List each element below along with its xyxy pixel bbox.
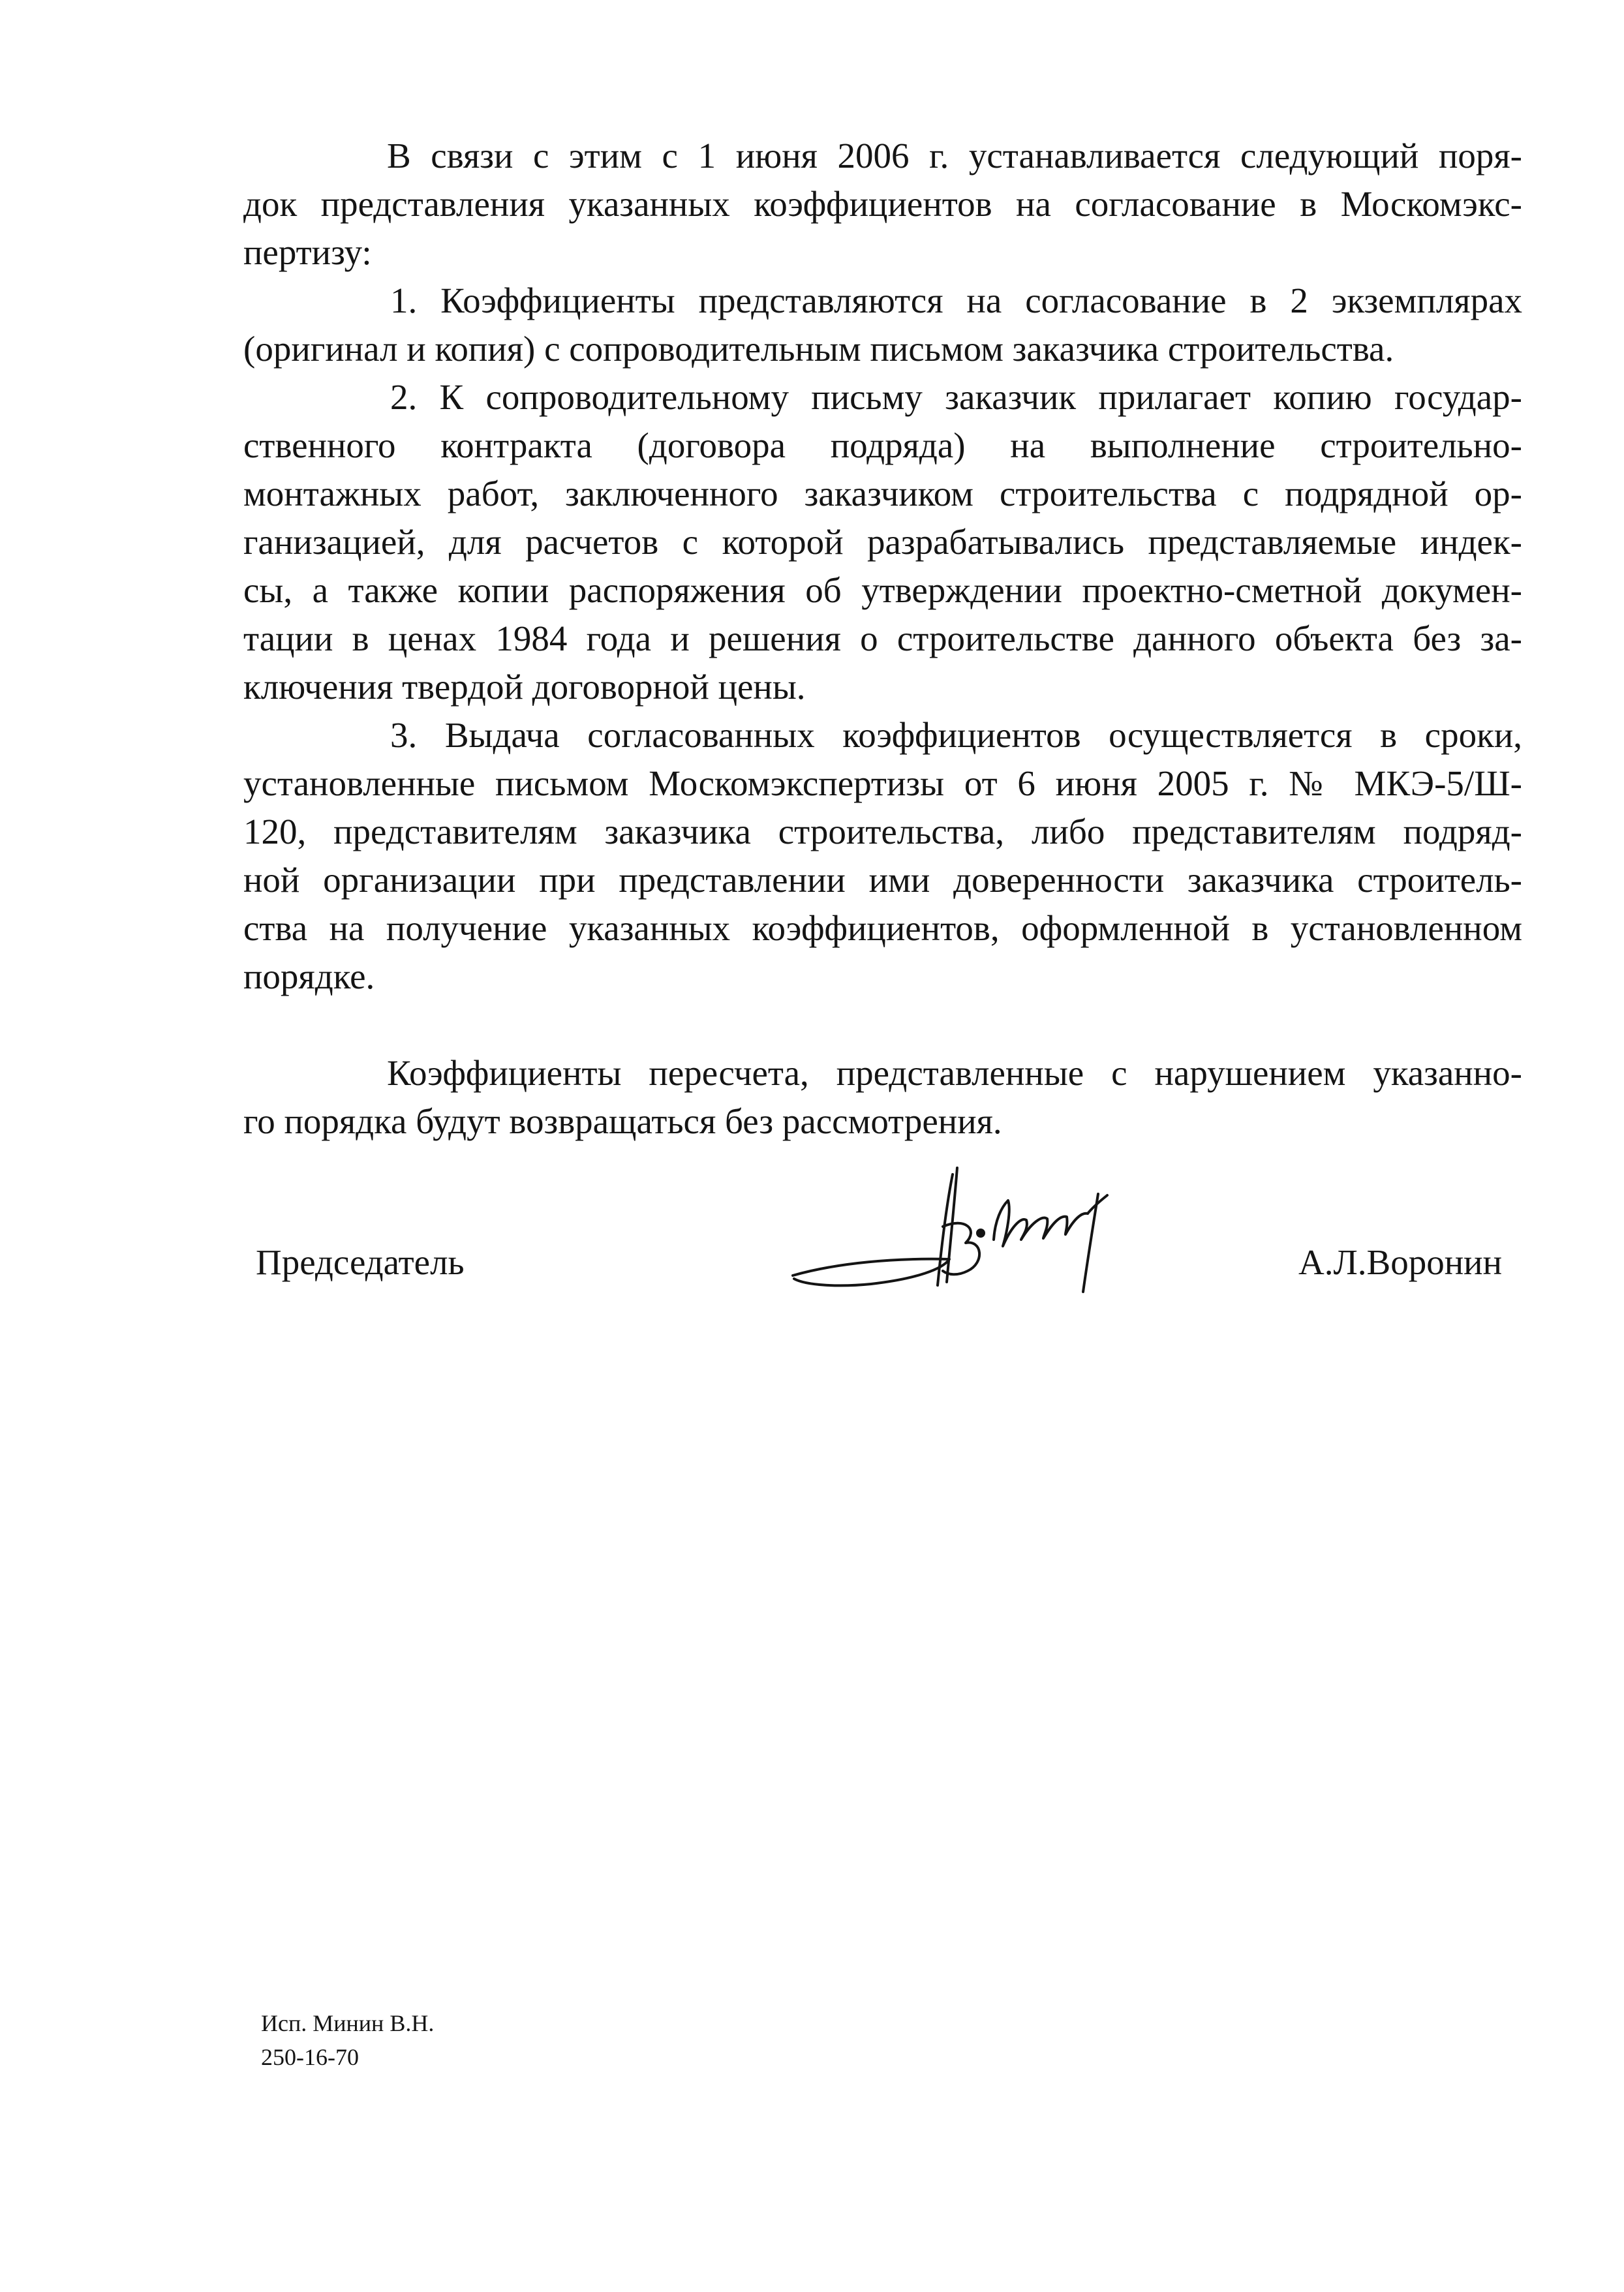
intro-line-2: док представления указанных коэффициентов на согласование в Москомэкс-	[243, 184, 1522, 224]
item3-line-3: 120, представителям заказчика строительства, либо представителям подряд-	[243, 812, 1522, 851]
item3-line-6: порядке.	[243, 956, 375, 996]
closing-line-2: го порядка будут возвращаться без рассмотрения.	[243, 1101, 1002, 1141]
signatory-title: Председатель	[256, 1242, 465, 1282]
item3-line-2: установленные письмом Москомэкспертизы от 6 июня 2005 г. № МКЭ-5/Ш-	[243, 763, 1522, 803]
item2-line-6: тации в ценах 1984 года и решения о строительстве данного объекта без за-	[243, 619, 1522, 658]
item2-line-5: сы, а также копии распоряжения об утверждении проектно-сметной докумен-	[243, 570, 1522, 610]
item2-line-3: монтажных работ, заключенного заказчиком строительства с подрядной ор-	[243, 474, 1522, 513]
item3-line-1: 3. Выдача согласованных коэффициентов осуществляется в сроки,	[390, 715, 1522, 755]
item1-line-1: 1. Коэффициенты представляются на согласование в 2 экземплярах	[390, 281, 1522, 320]
item2-line-7: ключения твердой договорной цены.	[243, 667, 806, 707]
executor-name: Исп. Минин В.Н.	[261, 2010, 435, 2036]
item3-line-5: ства на получение указанных коэффициентов, оформленной в установленном	[243, 908, 1522, 948]
handwritten-signature	[786, 1155, 1158, 1324]
item3-line-4: ной организации при представлении ими доверенности заказчика строитель-	[243, 860, 1522, 900]
intro-line-1: В связи с этим с 1 июня 2006 г. устанавливается следующий поря-	[387, 136, 1522, 176]
item2-line-4: ганизацией, для расчетов с которой разрабатывались представляемые индек-	[243, 522, 1522, 562]
item2-line-2: ственного контракта (договора подряда) на выполнение строительно-	[243, 425, 1522, 465]
closing-line-1: Коэффициенты пересчета, представленные с нарушением указанно-	[387, 1053, 1522, 1093]
item1-line-2: (оригинал и копия) с сопроводительным письмом заказчика строительства.	[243, 329, 1394, 369]
executor-phone: 250-16-70	[261, 2044, 359, 2070]
paragraph-gap	[243, 1001, 1522, 1049]
intro-line-3: пертизу:	[243, 232, 372, 272]
letter-body	[243, 132, 1522, 1146]
executor-info	[261, 2006, 434, 2074]
signatory-name: А.Л.Воронин	[1298, 1242, 1503, 1282]
item2-line-1: 2. К сопроводительному письму заказчик прилагает копию государ-	[390, 377, 1522, 417]
